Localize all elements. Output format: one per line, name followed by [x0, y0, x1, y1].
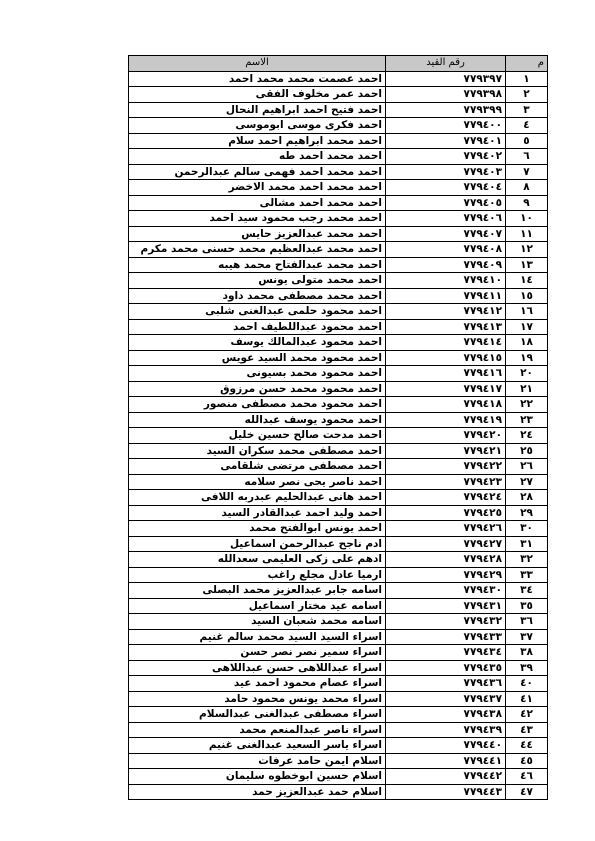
row-name: احمد يونس ابوالفتح محمد — [129, 521, 386, 537]
row-registration-number: ٧٧٩٤٢٢ — [386, 459, 506, 475]
row-serial: ٢٢ — [506, 397, 548, 413]
row-name: اسراء ياسر السعيد عبدالغنى غنيم — [129, 738, 386, 754]
row-registration-number: ٧٧٩٤١٥ — [386, 350, 506, 366]
row-name: اسراء محمد يونس محمود حامد — [129, 691, 386, 707]
row-registration-number: ٧٧٩٤١٣ — [386, 319, 506, 335]
row-registration-number: ٧٧٩٤٢٨ — [386, 552, 506, 568]
table-row — [129, 397, 548, 413]
row-name: احمد عصمت محمد محمد احمد — [129, 71, 386, 87]
row-name: احمد عمر مخلوف الفقى — [129, 87, 386, 103]
row-name: احمد محمد رجب محمود سيد احمد — [129, 211, 386, 227]
row-name: احمد فتيح احمد ابراهيم النحال — [129, 102, 386, 118]
table-header — [129, 56, 548, 72]
row-serial: ٧ — [506, 164, 548, 180]
row-registration-number: ٧٧٩٤١٠ — [386, 273, 506, 289]
row-serial: ٤ — [506, 118, 548, 134]
table-row — [129, 366, 548, 382]
row-name: احمد مصطفى مرتضى شلقامى — [129, 459, 386, 475]
table-row — [129, 242, 548, 258]
row-name: احمد محمود محمد مصطفى منصور — [129, 397, 386, 413]
table-row — [129, 273, 548, 289]
row-registration-number: ٧٧٩٤٢١ — [386, 443, 506, 459]
row-name: احمد محمد عبدالعزيز حايس — [129, 226, 386, 242]
row-serial: ٩ — [506, 195, 548, 211]
row-registration-number: ٧٧٩٤٤١ — [386, 753, 506, 769]
row-serial: ١٧ — [506, 319, 548, 335]
row-name: اسراء عصام محمود احمد عيد — [129, 676, 386, 692]
table-row — [129, 691, 548, 707]
row-name: اسلام حمد عبدالعزيز حمد — [129, 784, 386, 800]
table-row — [129, 490, 548, 506]
row-name: احمد محمد عبدالفتاح محمد هيبه — [129, 257, 386, 273]
row-registration-number: ٧٧٩٤٣١ — [386, 598, 506, 614]
row-name: احمد محمود عبدالمالك يوسف — [129, 335, 386, 351]
row-serial: ١٩ — [506, 350, 548, 366]
row-registration-number: ٧٧٩٤٣٧ — [386, 691, 506, 707]
row-serial: ١١ — [506, 226, 548, 242]
row-registration-number: ٧٧٩٤٠٨ — [386, 242, 506, 258]
row-serial: ٤١ — [506, 691, 548, 707]
row-serial: ١٣ — [506, 257, 548, 273]
row-registration-number: ٧٧٩٤٣٦ — [386, 676, 506, 692]
table-row — [129, 614, 548, 630]
roster-table — [128, 55, 548, 800]
table-row — [129, 288, 548, 304]
row-registration-number: ٧٧٩٤٣٤ — [386, 645, 506, 661]
row-name: اسامه عيد مختار اسماعيل — [129, 598, 386, 614]
table-row — [129, 769, 548, 785]
row-name: احمد محمد احمد محمد الاخضر — [129, 180, 386, 196]
row-serial: ٤٤ — [506, 738, 548, 754]
row-name: اسراء مصطفى عبدالغنى عبدالسلام — [129, 707, 386, 723]
table-row — [129, 211, 548, 227]
row-serial: ١٤ — [506, 273, 548, 289]
row-serial: ١ — [506, 71, 548, 87]
row-registration-number: ٧٧٩٤١٦ — [386, 366, 506, 382]
row-name: احمد محمود محمد حسن مرزوق — [129, 381, 386, 397]
row-registration-number: ٧٧٩٤٠٢ — [386, 149, 506, 165]
row-registration-number: ٧٧٩٤٠٧ — [386, 226, 506, 242]
row-registration-number: ٧٧٩٤٣٨ — [386, 707, 506, 723]
row-registration-number: ٧٧٩٤٣٠ — [386, 583, 506, 599]
row-name: احمد محمد ابراهيم احمد سلام — [129, 133, 386, 149]
table-row — [129, 474, 548, 490]
row-name: اسامه محمد شعبان السيد — [129, 614, 386, 630]
table-row — [129, 629, 548, 645]
row-serial: ٣٢ — [506, 552, 548, 568]
header-row — [129, 56, 548, 72]
row-name: احمد فكرى موسى ابوموسى — [129, 118, 386, 134]
table-row — [129, 428, 548, 444]
row-serial: ٣٦ — [506, 614, 548, 630]
row-registration-number: ٧٧٩٤٠٥ — [386, 195, 506, 211]
row-serial: ١٠ — [506, 211, 548, 227]
row-registration-number: ٧٧٩٤٠١ — [386, 133, 506, 149]
table-row — [129, 676, 548, 692]
row-name: اسراء ناصر عبدالمنعم محمد — [129, 722, 386, 738]
row-serial: ٢١ — [506, 381, 548, 397]
table-row — [129, 660, 548, 676]
row-name: اسلام حسين ابوخطوه سليمان — [129, 769, 386, 785]
row-serial: ٢٠ — [506, 366, 548, 382]
row-registration-number: ٧٧٩٤١٢ — [386, 304, 506, 320]
row-serial: ٣٣ — [506, 567, 548, 583]
row-name: احمد محمد عبدالعظيم محمد حسنى محمد مكرم — [129, 242, 386, 258]
row-serial: ٢ — [506, 87, 548, 103]
row-registration-number: ٧٧٩٤٢٠ — [386, 428, 506, 444]
row-serial: ٢٤ — [506, 428, 548, 444]
row-serial: ٢٩ — [506, 505, 548, 521]
table-row — [129, 505, 548, 521]
row-serial: ١٥ — [506, 288, 548, 304]
table-row — [129, 536, 548, 552]
table-row — [129, 443, 548, 459]
row-registration-number: ٧٧٩٤٢٧ — [386, 536, 506, 552]
row-serial: ٤٠ — [506, 676, 548, 692]
row-registration-number: ٧٧٩٤٢٦ — [386, 521, 506, 537]
header-name: الاسم — [129, 56, 386, 72]
row-registration-number: ٧٧٩٣٩٩ — [386, 102, 506, 118]
row-registration-number: ٧٧٩٤٠٤ — [386, 180, 506, 196]
table-row — [129, 164, 548, 180]
table-row — [129, 257, 548, 273]
row-serial: ٣١ — [506, 536, 548, 552]
row-serial: ١٨ — [506, 335, 548, 351]
table-row — [129, 722, 548, 738]
table-body — [129, 71, 548, 800]
row-registration-number: ٧٧٩٤١٩ — [386, 412, 506, 428]
row-serial: ٤٥ — [506, 753, 548, 769]
table-row — [129, 552, 548, 568]
row-serial: ٣٠ — [506, 521, 548, 537]
row-name: احمد محمد احمد فهمى سالم عبدالرحمن — [129, 164, 386, 180]
table-row — [129, 583, 548, 599]
table-row — [129, 645, 548, 661]
row-serial: ٢٨ — [506, 490, 548, 506]
row-name: ارميا عادل مجلع راغب — [129, 567, 386, 583]
row-registration-number: ٧٧٩٤٠٩ — [386, 257, 506, 273]
row-name: احمد محمد احمد طه — [129, 149, 386, 165]
row-serial: ٢٦ — [506, 459, 548, 475]
row-serial: ١٦ — [506, 304, 548, 320]
row-registration-number: ٧٧٩٤١١ — [386, 288, 506, 304]
row-name: احمد محمد مصطفى محمد داود — [129, 288, 386, 304]
row-registration-number: ٧٧٩٤١٨ — [386, 397, 506, 413]
row-name: اسلام ايمن حامد عرفات — [129, 753, 386, 769]
table-row — [129, 567, 548, 583]
row-name: احمد محمود عبداللطيف احمد — [129, 319, 386, 335]
table-row — [129, 71, 548, 87]
row-registration-number: ٧٧٩٤٣٩ — [386, 722, 506, 738]
table-row — [129, 226, 548, 242]
row-registration-number: ٧٧٩٤٤٣ — [386, 784, 506, 800]
table-row — [129, 381, 548, 397]
row-name: احمد محمود حلمى عبدالغنى شلبى — [129, 304, 386, 320]
table-row — [129, 149, 548, 165]
row-name: احمد محمد احمد مشالى — [129, 195, 386, 211]
row-registration-number: ٧٧٩٤٠٣ — [386, 164, 506, 180]
row-registration-number: ٧٧٩٤٣٥ — [386, 660, 506, 676]
table-row — [129, 459, 548, 475]
row-name: احمد وليد احمد عبدالقادر السيد — [129, 505, 386, 521]
row-registration-number: ٧٧٩٣٩٨ — [386, 87, 506, 103]
row-serial: ٤٧ — [506, 784, 548, 800]
table-row — [129, 784, 548, 800]
table-row — [129, 335, 548, 351]
row-serial: ٨ — [506, 180, 548, 196]
table-row — [129, 738, 548, 754]
table-row — [129, 304, 548, 320]
table-row — [129, 707, 548, 723]
table-row — [129, 195, 548, 211]
row-registration-number: ٧٧٩٤٠٦ — [386, 211, 506, 227]
row-serial: ١٢ — [506, 242, 548, 258]
row-serial: ٣٨ — [506, 645, 548, 661]
row-name: ادم ناجح عبدالرحمن اسماعيل — [129, 536, 386, 552]
row-serial: ٣٩ — [506, 660, 548, 676]
row-name: احمد محمود محمد بسيونى — [129, 366, 386, 382]
row-name: اسراء السيد السيد محمد سالم غنيم — [129, 629, 386, 645]
row-serial: ٣٥ — [506, 598, 548, 614]
row-name: احمد هانى عبدالحليم عبدربه اللافى — [129, 490, 386, 506]
row-registration-number: ٧٧٩٤٢٤ — [386, 490, 506, 506]
header-registration-number: رقم القيد — [386, 56, 506, 72]
row-registration-number: ٧٧٩٤٠٠ — [386, 118, 506, 134]
row-name: اسراء سمير نصر نصر حسن — [129, 645, 386, 661]
table-row — [129, 87, 548, 103]
row-name: اسراء عبداللاهى حسن عبداللاهى — [129, 660, 386, 676]
row-registration-number: ٧٧٩٤٢٩ — [386, 567, 506, 583]
row-serial: ٤٦ — [506, 769, 548, 785]
row-serial: ٤٣ — [506, 722, 548, 738]
row-name: احمد مصطفى محمد سكران السيد — [129, 443, 386, 459]
row-serial: ٦ — [506, 149, 548, 165]
row-serial: ٣ — [506, 102, 548, 118]
table-row — [129, 598, 548, 614]
row-name: احمد محمود محمد السيد عويس — [129, 350, 386, 366]
table-row — [129, 753, 548, 769]
row-name: احمد محمد متولى يونس — [129, 273, 386, 289]
table-row — [129, 319, 548, 335]
row-registration-number: ٧٧٩٤٣٣ — [386, 629, 506, 645]
row-serial: ٢٣ — [506, 412, 548, 428]
table-row — [129, 412, 548, 428]
row-registration-number: ٧٧٩٤٤٢ — [386, 769, 506, 785]
table-row — [129, 180, 548, 196]
row-registration-number: ٧٧٩٤٢٣ — [386, 474, 506, 490]
row-name: ادهم على زكى العليمى سعدالله — [129, 552, 386, 568]
row-serial: ٤٢ — [506, 707, 548, 723]
row-serial: ٢٥ — [506, 443, 548, 459]
row-name: اسامه جابر عبدالعزيز محمد البصلى — [129, 583, 386, 599]
table-row — [129, 350, 548, 366]
row-registration-number: ٧٧٩٤١٧ — [386, 381, 506, 397]
row-serial: ٣٤ — [506, 583, 548, 599]
table-row — [129, 133, 548, 149]
row-registration-number: ٧٧٩٤١٤ — [386, 335, 506, 351]
table-row — [129, 102, 548, 118]
row-registration-number: ٧٧٩٤٢٥ — [386, 505, 506, 521]
row-name: احمد ناصر يحى نصر سلامه — [129, 474, 386, 490]
row-registration-number: ٧٧٩٤٤٠ — [386, 738, 506, 754]
row-name: احمد مدحت صالح حسين خليل — [129, 428, 386, 444]
row-registration-number: ٧٧٩٤٣٢ — [386, 614, 506, 630]
row-serial: ٥ — [506, 133, 548, 149]
row-registration-number: ٧٧٩٣٩٧ — [386, 71, 506, 87]
header-serial: م — [506, 56, 548, 72]
table-row — [129, 118, 548, 134]
row-serial: ٢٧ — [506, 474, 548, 490]
row-serial: ٣٧ — [506, 629, 548, 645]
row-name: احمد محمود يوسف عبدالله — [129, 412, 386, 428]
table-row — [129, 521, 548, 537]
